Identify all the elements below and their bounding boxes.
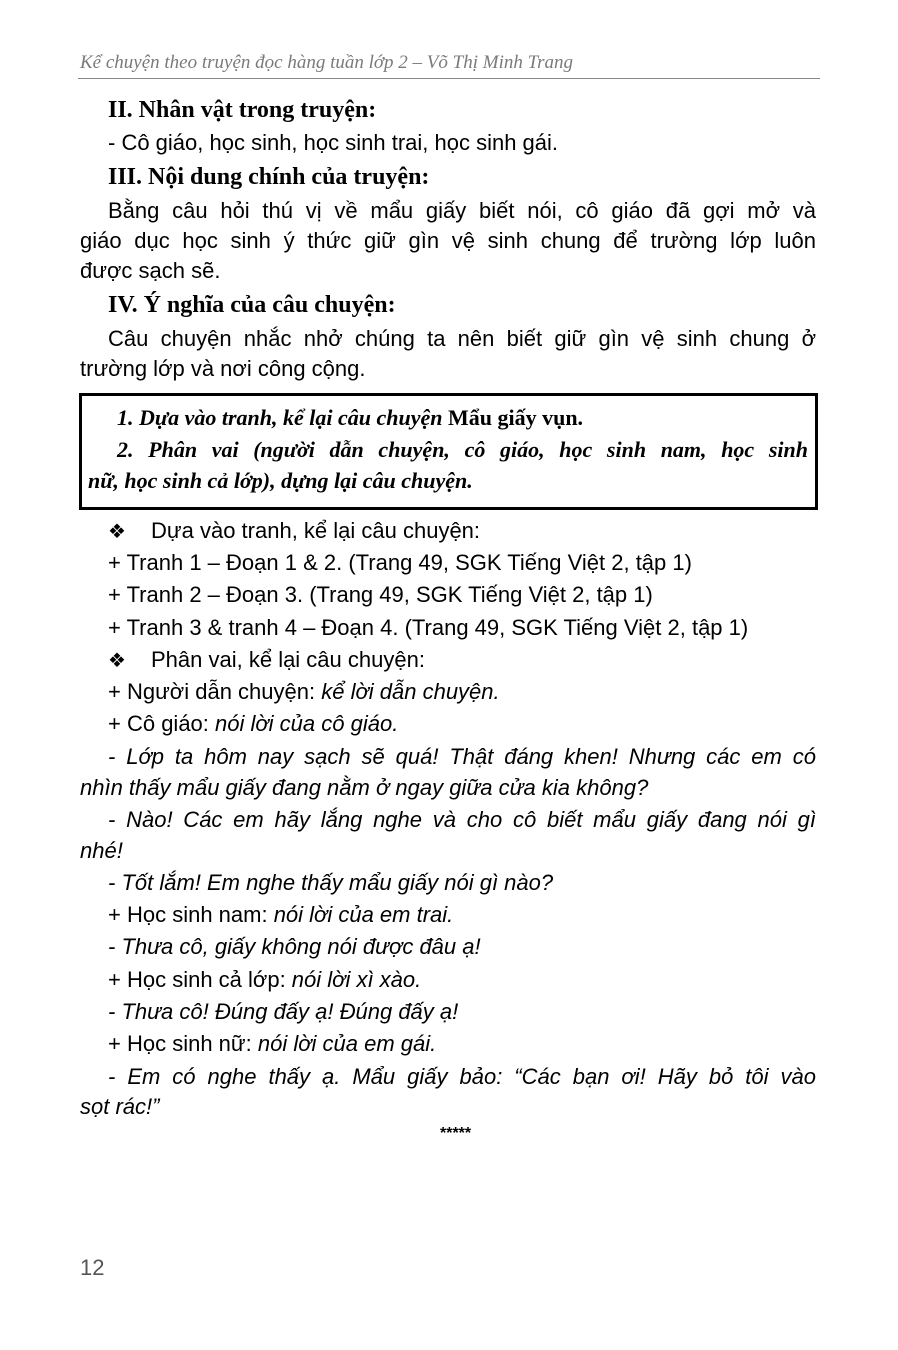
dialogue-line: - Em có nghe thấy ạ. Mẩu giấy bảo: “Các bạn ơi! Hãy bỏ tôi vào bbox=[108, 1064, 816, 1089]
text-line: Câu chuyện nhắc nhở chúng ta nên biết giữ gìn vệ sinh chung ở bbox=[108, 326, 816, 351]
text-line: Bằng câu hỏi thú vị về mẩu giấy biết nói, cô giáo đã gợi mở và bbox=[108, 198, 816, 223]
role-instruction: nói lời của em trai. bbox=[273, 902, 454, 927]
task-2: 2. Phân vai (người dẫn chuyện, cô giáo, học sinh nam, học sinh bbox=[117, 437, 808, 462]
task-2: nữ, học sinh cả lớp), dựng lại câu chuyện. bbox=[88, 468, 473, 493]
role-label: + Cô giáo: bbox=[108, 711, 216, 736]
list-item: + Tranh 1 – Đoạn 1 & 2. (Trang 49, SGK Tiếng Việt 2, tập 1) bbox=[108, 550, 692, 575]
text-line: trường lớp và nơi công cộng. bbox=[80, 356, 366, 381]
role-line bbox=[108, 679, 500, 705]
dialogue-line: - Nào! Các em hãy lắng nghe và cho cô biết mẩu giấy đang nói gì bbox=[108, 807, 816, 832]
role-line bbox=[108, 902, 453, 928]
role-line bbox=[108, 1031, 436, 1057]
role-label: + Học sinh nữ: bbox=[108, 1031, 258, 1056]
diamond-bullet-icon: ❖ bbox=[108, 648, 126, 672]
list-item: + Tranh 3 & tranh 4 – Đoạn 4. (Trang 49, SGK Tiếng Việt 2, tập 1) bbox=[108, 615, 749, 640]
diamond-bullet-icon: ❖ bbox=[108, 519, 126, 543]
story-title: Mẩu giấy vụn. bbox=[447, 405, 584, 430]
section-heading: II. Nhân vật trong truyện: bbox=[108, 97, 377, 123]
dialogue-line: - Tốt lắm! Em nghe thấy mẩu giấy nói gì nào? bbox=[108, 870, 554, 895]
task-1 bbox=[117, 405, 583, 431]
role-instruction: kể lời dẫn chuyện. bbox=[321, 679, 500, 704]
text-line: giáo dục học sinh ý thức giữ gìn vệ sinh chung để trường lớp luôn bbox=[80, 228, 816, 253]
role-label: + Học sinh nam: bbox=[108, 902, 274, 927]
dialogue-line: sọt rác!” bbox=[80, 1094, 160, 1119]
role-label: + Người dẫn chuyện: bbox=[108, 679, 322, 704]
list-item: + Tranh 2 – Đoạn 3. (Trang 49, SGK Tiếng Việt 2, tập 1) bbox=[108, 582, 653, 607]
page-number: 12 bbox=[80, 1255, 105, 1280]
section-heading: IV. Ý nghĩa của câu chuyện: bbox=[108, 292, 396, 318]
role-instruction: nói lời xì xào. bbox=[291, 967, 422, 992]
dialogue-line: - Lớp ta hôm nay sạch sẽ quá! Thật đáng khen! Nhưng các em có bbox=[108, 744, 816, 769]
dialogue-line: nhìn thấy mẩu giấy đang nằm ở ngay giữa cửa kia không? bbox=[80, 775, 649, 800]
dialogue-line: nhé! bbox=[80, 838, 123, 863]
role-line bbox=[108, 967, 421, 993]
header-divider bbox=[78, 78, 820, 79]
dialogue-line: - Thưa cô, giấy không nói được đâu ạ! bbox=[108, 934, 481, 959]
dialogue-line: - Thưa cô! Đúng đấy ạ! Đúng đấy ạ! bbox=[108, 999, 459, 1024]
role-instruction: nói lời của cô giáo. bbox=[215, 711, 399, 736]
running-header: Kể chuyện theo truyện đọc hàng tuần lớp 2 – Võ Thị Minh Trang bbox=[80, 52, 574, 73]
end-mark: ***** bbox=[440, 1125, 472, 1142]
bullet-text: Dựa vào tranh, kể lại câu chuyện: bbox=[151, 518, 481, 543]
text-line: được sạch sẽ. bbox=[80, 258, 221, 283]
role-label: + Học sinh cả lớp: bbox=[108, 967, 292, 992]
section-heading: III. Nội dung chính của truyện: bbox=[108, 164, 430, 190]
task-1-text: 1. Dựa vào tranh, kể lại câu chuyện bbox=[117, 405, 448, 430]
text-line: - Cô giáo, học sinh, học sinh trai, học sinh gái. bbox=[108, 130, 559, 155]
role-line bbox=[108, 711, 398, 737]
role-instruction: nói lời của em gái. bbox=[257, 1031, 437, 1056]
bullet-text: Phân vai, kể lại câu chuyện: bbox=[151, 647, 425, 672]
